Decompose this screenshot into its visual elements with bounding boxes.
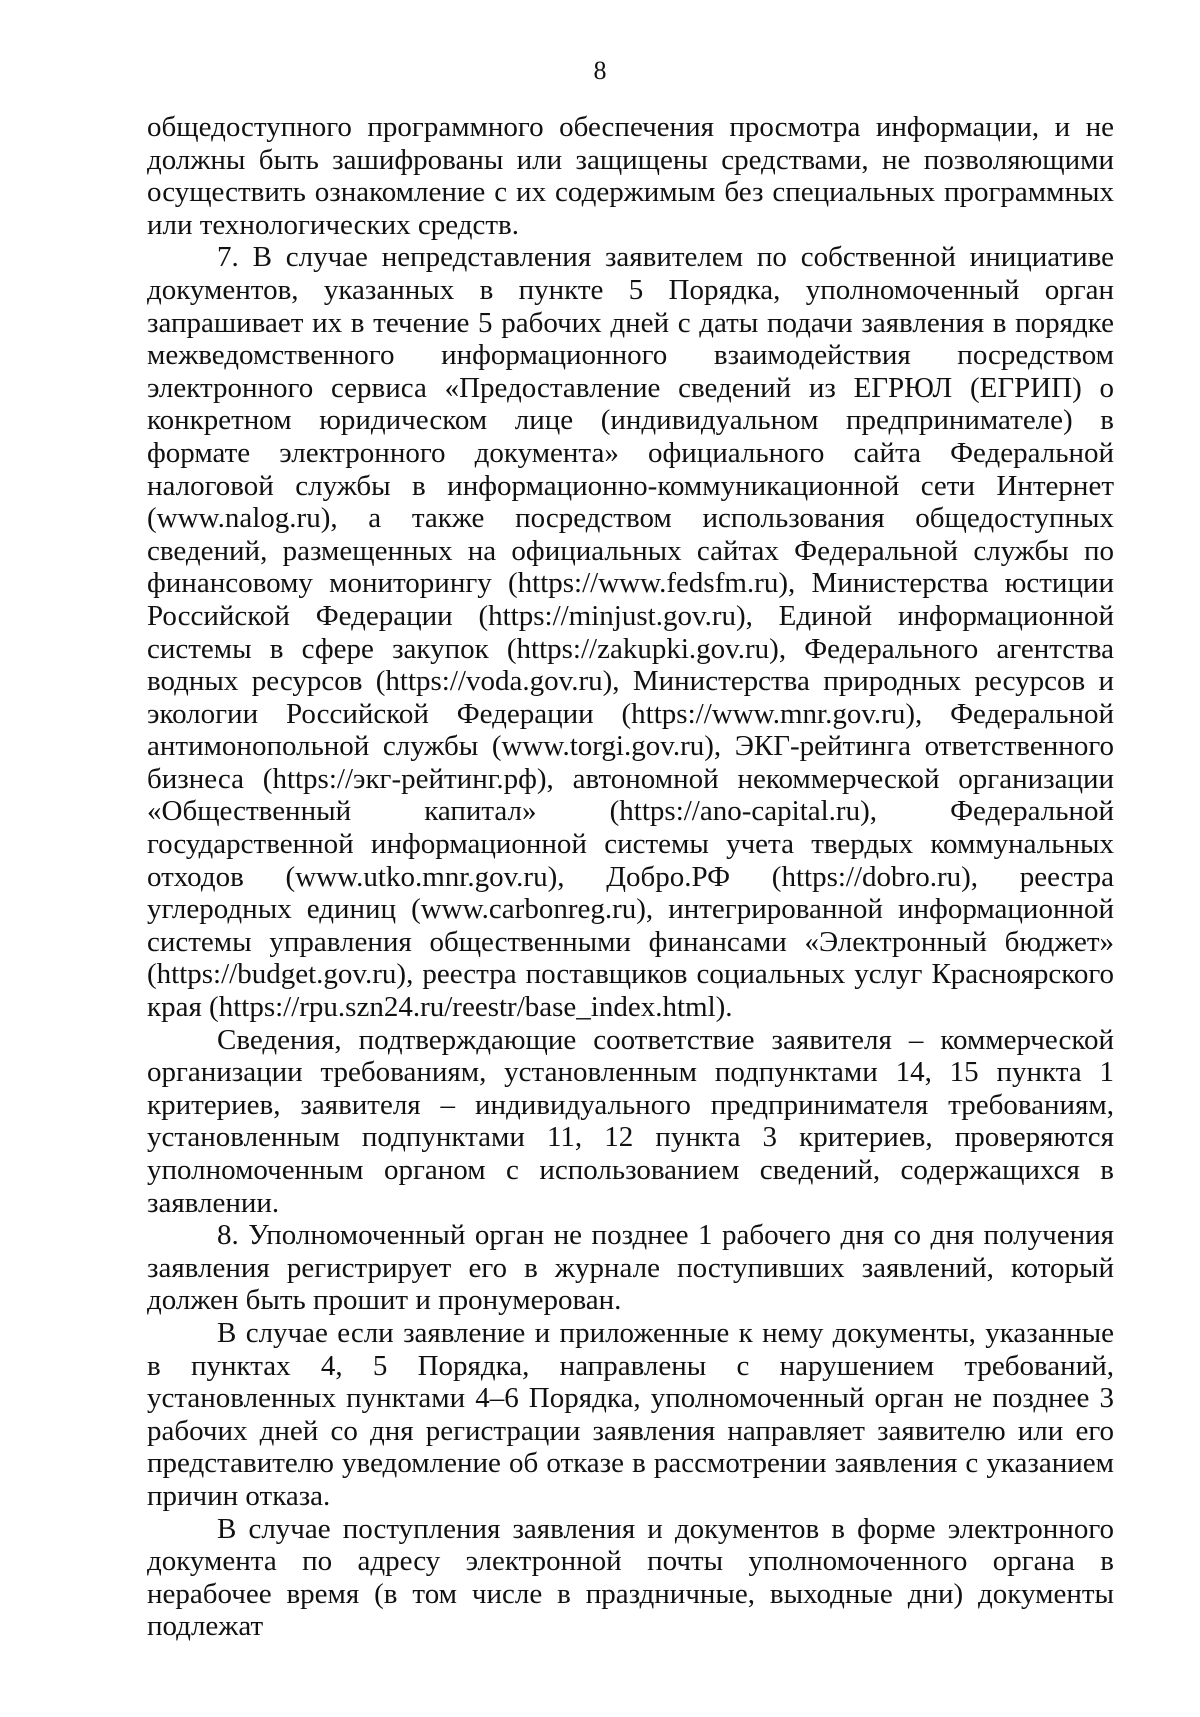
document-body xyxy=(147,111,1114,1643)
paragraph-continuation: общедоступного программного обеспечения просмотра информации, и не должны быть зашифрованы или защищены средствами, не позволяющими осуществить ознакомление с их содержимым без специальных программных или технологических средств. xyxy=(147,111,1114,241)
paragraph-item-8: 8. Уполномоченный орган не позднее 1 рабочего дня со дня получения заявления регистрирует его в журнале поступивших заявлений, который должен быть прошит и пронумерован. xyxy=(147,1219,1114,1317)
paragraph-verification-info: Сведения, подтверждающие соответствие заявителя – коммерческой организации требованиям, установленным подпунктами 14, 15 пункта 1 критериев, заявителя – индивидуального предпринимателя требованиям, установленным подпунктами 11, 12 пункта 3 критериев, проверяются уполномоченным органом с использованием сведений, содержащихся в заявлении. xyxy=(147,1023,1114,1219)
page-number: 8 xyxy=(593,56,607,85)
paragraph-refusal-notice: В случае если заявление и приложенные к нему документы, указанные в пунктах 4, 5 Порядка, направлены с нарушением требований, установленных пунктами 4–6 Порядка, уполномоченный орган не позднее 3 рабочих дней со дня регистрации заявления направляет заявителю или его представителю уведомление об отказе в рассмотрении заявления с указанием причин отказа. xyxy=(147,1316,1114,1512)
paragraph-electronic-submission: В случае поступления заявления и документов в форме электронного документа по адресу электронной почты уполномоченного органа в нерабочее время (в том числе в праздничные, выходные дни) документы подлежат xyxy=(147,1512,1114,1643)
paragraph-item-7: 7. В случае непредставления заявителем по собственной инициативе документов, указанных в пункте 5 Порядка, уполномоченный орган запрашивает их в течение 5 рабочих дней с даты подачи заявления в порядке межведомственного информационного взаимодействия посредством электронного сервиса «Предоставление сведений из ЕГРЮЛ (ЕГРИП) о конкретном юридическом лице (индивидуальном предпринимателе) в формате электронного документа» официального сайта Федеральной налоговой службы в информационно-коммуникационной сети Интернет (www.nalog.ru), а также посредством использования общедоступных сведений, размещенных на официальных сайтах Федеральной службы по финансовому мониторингу (https://www.fedsfm.ru), Министерства юстиции Российской Федерации (https://minjust.gov.ru), Единой информационной системы в сфере закупок (https://zakupki.gov.ru), Федерального агентства водных ресурсов (https://voda.gov.ru), Министерства природных ресурсов и экологии Российской Федерации (https://www.mnr.gov.ru), Федеральной антимонопольной службы (www.torgi.gov.ru), ЭКГ-рейтинга ответственного бизнеса (https://экг-рейтинг.рф), автономной некоммерческой организации «Общественный капитал» (https://ano-capital.ru), Федеральной государственной информационной системы учета твердых коммунальных отходов (www.utko.mnr.gov.ru), Добро.РФ (https://dobro.ru), реестра углеродных единиц (www.carbonreg.ru), интегрированной информационной системы управления общественными финансами «Электронный бюджет» (https://budget.gov.ru), реестра поставщиков социальных услуг Красноярского края (https://rpu.szn24.ru/reestr/base_index.html). xyxy=(147,241,1114,1024)
